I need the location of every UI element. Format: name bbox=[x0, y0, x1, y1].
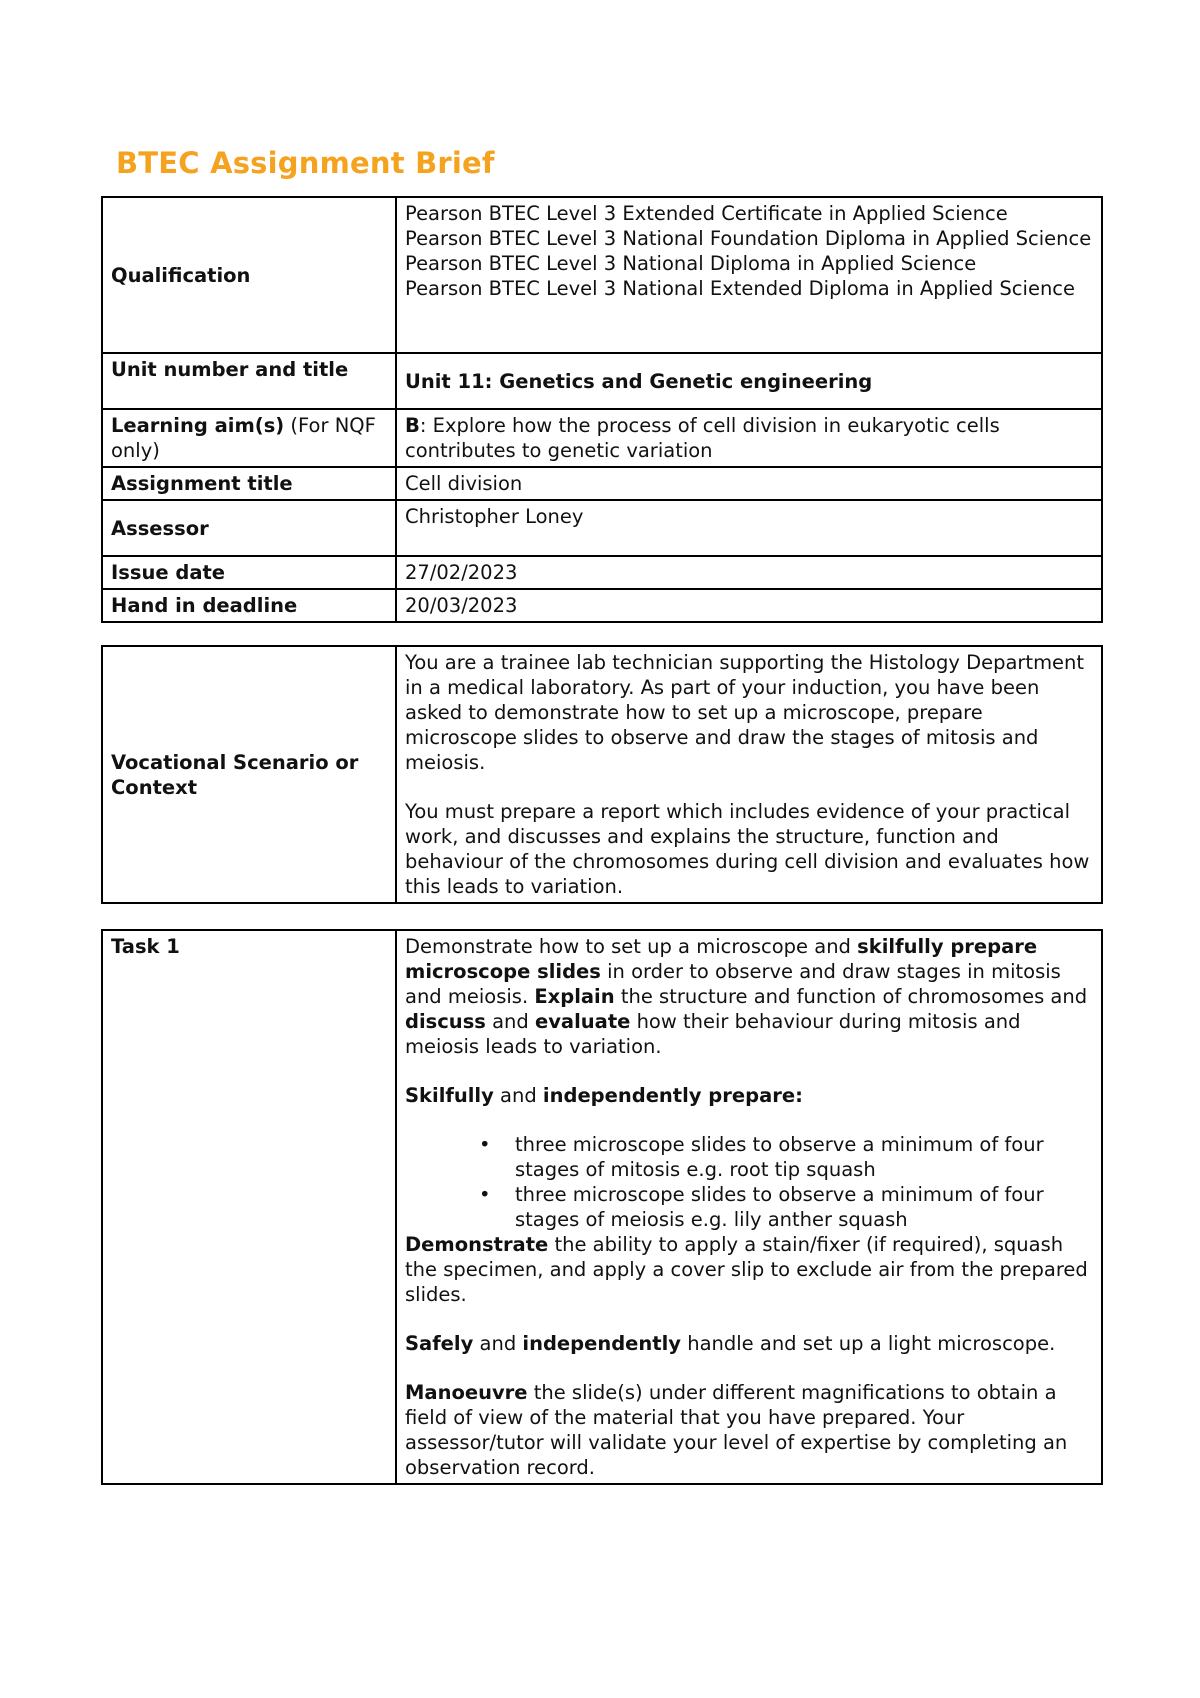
task-emphasis: independently prepare: bbox=[542, 1084, 803, 1107]
task-text: and bbox=[473, 1332, 523, 1355]
learning-aim-letter: B bbox=[405, 414, 420, 437]
task-text: in order to observe and draw stages in mitosis and meiosis. bbox=[405, 960, 1061, 1008]
issue-date-row bbox=[102, 556, 1102, 589]
task-text: and bbox=[493, 1084, 543, 1107]
task-emphasis: Demonstrate bbox=[405, 1233, 549, 1256]
unit-value bbox=[396, 353, 1102, 409]
task-text: and bbox=[485, 1010, 535, 1033]
issue-date-value: 27/02/2023 bbox=[396, 556, 1102, 589]
qualification-line: Pearson BTEC Level 3 Extended Certificate in Applied Science bbox=[405, 202, 1008, 225]
task-table bbox=[101, 929, 1103, 1485]
task-text: the ability to apply a stain/fixer (if required), squash the specimen, and apply a cover slip to exclude air from the prepared slides. bbox=[405, 1233, 1088, 1306]
learning-aim-note: (For NQF only) bbox=[111, 414, 376, 462]
scenario-label: Vocational Scenario or Context bbox=[102, 646, 396, 903]
assessor-row bbox=[102, 500, 1102, 556]
task-paragraph bbox=[405, 1232, 1095, 1307]
task-emphasis: Manoeuvre bbox=[405, 1381, 528, 1404]
task-paragraph bbox=[405, 1083, 1095, 1108]
learning-aim-label-text: Learning aim(s) bbox=[111, 414, 285, 437]
qualification-value bbox=[396, 197, 1102, 353]
task-text: handle and set up a light microscope. bbox=[681, 1332, 1056, 1355]
task-emphasis: independently bbox=[522, 1332, 682, 1355]
qualification-line: Pearson BTEC Level 3 National Extended Diploma in Applied Science bbox=[405, 277, 1076, 300]
bullet-icon: • bbox=[479, 1183, 491, 1206]
scenario-row bbox=[102, 646, 1102, 903]
assignment-title-row bbox=[102, 467, 1102, 500]
qualification-label: Qualification bbox=[102, 197, 396, 353]
unit-label: Unit number and title bbox=[102, 353, 396, 409]
scenario-paragraph: You must prepare a report which includes evidence of your practical work, and discusses and explains the structure, function and behaviour of the chromosomes during cell division and evaluates how this leads to variation. bbox=[405, 800, 1090, 898]
assessor-label: Assessor bbox=[102, 500, 396, 556]
learning-aim-row bbox=[102, 409, 1102, 467]
task-label: Task 1 bbox=[102, 930, 396, 1484]
assignment-title-label: Assignment title bbox=[102, 467, 396, 500]
slide-list bbox=[405, 1132, 1095, 1232]
issue-date-label: Issue date bbox=[102, 556, 396, 589]
assessor-value: Christopher Loney bbox=[396, 500, 1102, 556]
task-emphasis: skilfully prepare microscope slides bbox=[405, 935, 1038, 983]
task-paragraph bbox=[405, 1331, 1095, 1356]
list-item bbox=[479, 1182, 1095, 1232]
scenario-table bbox=[101, 645, 1103, 904]
task-content bbox=[396, 930, 1102, 1484]
deadline-label: Hand in deadline bbox=[102, 589, 396, 622]
assignment-title-value: Cell division bbox=[396, 467, 1102, 500]
scenario-value bbox=[396, 646, 1102, 903]
task-emphasis: Explain bbox=[534, 985, 615, 1008]
task-emphasis: Skilfully bbox=[405, 1084, 494, 1107]
task-text: the structure and function of chromosomes and bbox=[614, 985, 1088, 1008]
task-paragraph bbox=[405, 934, 1095, 1059]
bullet-icon: • bbox=[479, 1133, 491, 1156]
list-item-text: three microscope slides to observe a minimum of four stages of meiosis e.g. lily anther squash bbox=[515, 1183, 1044, 1231]
task-text: Demonstrate how to set up a microscope and bbox=[405, 935, 858, 958]
page-title: BTEC Assignment Brief bbox=[116, 146, 495, 180]
list-item bbox=[479, 1132, 1095, 1182]
task-paragraph bbox=[405, 1380, 1095, 1480]
learning-aim-label bbox=[102, 409, 396, 467]
task-text: the slide(s) under different magnifications to obtain a field of view of the material that you have prepared. Your assessor/tutor will validate your level of expertise by completing an observation record. bbox=[405, 1381, 1068, 1479]
learning-aim-value bbox=[396, 409, 1102, 467]
brief-table bbox=[101, 196, 1103, 623]
task-emphasis: discuss bbox=[405, 1010, 486, 1033]
deadline-row bbox=[102, 589, 1102, 622]
qualification-line: Pearson BTEC Level 3 National Foundation Diploma in Applied Science bbox=[405, 227, 1092, 250]
learning-aim-text: : Explore how the process of cell division in eukaryotic cells contributes to genetic variation bbox=[405, 414, 1000, 462]
list-item-text: three microscope slides to observe a minimum of four stages of mitosis e.g. root tip squash bbox=[515, 1133, 1044, 1181]
unit-title: Unit 11: Genetics and Genetic engineering bbox=[405, 369, 873, 393]
scenario-paragraph: You are a trainee lab technician supporting the Histology Department in a medical laboratory. As part of your induction, you have been asked to demonstrate how to set up a microscope, prepare microscope slides to observe and draw the stages of mitosis and meiosis. bbox=[405, 651, 1085, 774]
task-emphasis: evaluate bbox=[535, 1010, 631, 1033]
task-emphasis: Safely bbox=[405, 1332, 474, 1355]
qualification-row bbox=[102, 197, 1102, 353]
qualification-line: Pearson BTEC Level 3 National Diploma in Applied Science bbox=[405, 252, 977, 275]
deadline-value: 20/03/2023 bbox=[396, 589, 1102, 622]
unit-row bbox=[102, 353, 1102, 409]
task-row bbox=[102, 930, 1102, 1484]
task-text: how their behaviour during mitosis and meiosis leads to variation. bbox=[405, 1010, 1021, 1058]
